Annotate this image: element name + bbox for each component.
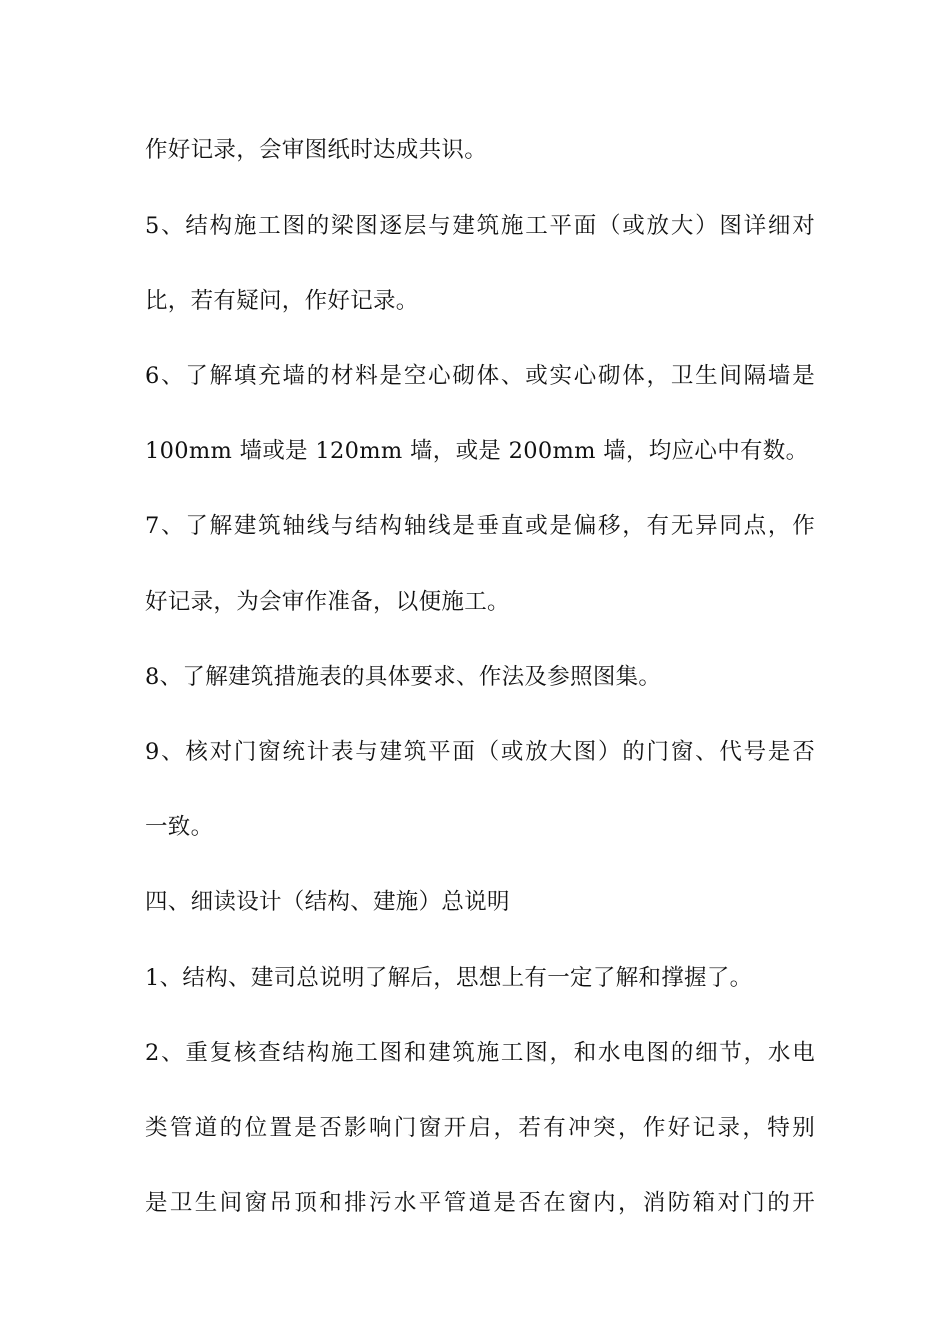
text-line-15: 是卫生间窗吊顶和排污水平管道是否在窗内，消防箱对门的开 <box>145 1190 815 1216</box>
text-line-4: 6、了解填充墙的材料是空心砌体、或实心砌体，卫生间隔墙是 <box>145 363 815 389</box>
text-line-5: 100mm 墙或是 120mm 墙，或是 200mm 墙，均应心中有数。 <box>145 438 809 464</box>
text-line-7: 好记录，为会审作准备，以便施工。 <box>145 589 510 615</box>
section-heading: 四、细读设计（结构、建施）总说明 <box>145 889 510 915</box>
text-line-3: 比，若有疑问，作好记录。 <box>145 288 419 314</box>
text-line-12: 1、结构、建司总说明了解后，思想上有一定了解和撑握了。 <box>145 965 753 991</box>
text-line-14: 类管道的位置是否影响门窗开启，若有冲突，作好记录，特别 <box>145 1115 815 1141</box>
text-line-13: 2、重复核查结构施工图和建筑施工图，和水电图的细节，水电 <box>145 1040 815 1066</box>
text-line-2: 5、结构施工图的梁图逐层与建筑施工平面（或放大）图详细对 <box>145 213 815 239</box>
text-line-1: 作好记录，会审图纸时达成共识。 <box>145 137 488 163</box>
text-line-6: 7、了解建筑轴线与结构轴线是垂直或是偏移，有无异同点，作 <box>145 513 815 539</box>
text-line-9: 9、核对门窗统计表与建筑平面（或放大图）的门窗、代号是否 <box>145 739 815 765</box>
text-line-8: 8、了解建筑措施表的具体要求、作法及参照图集。 <box>145 664 662 690</box>
text-line-10: 一致。 <box>145 814 214 840</box>
